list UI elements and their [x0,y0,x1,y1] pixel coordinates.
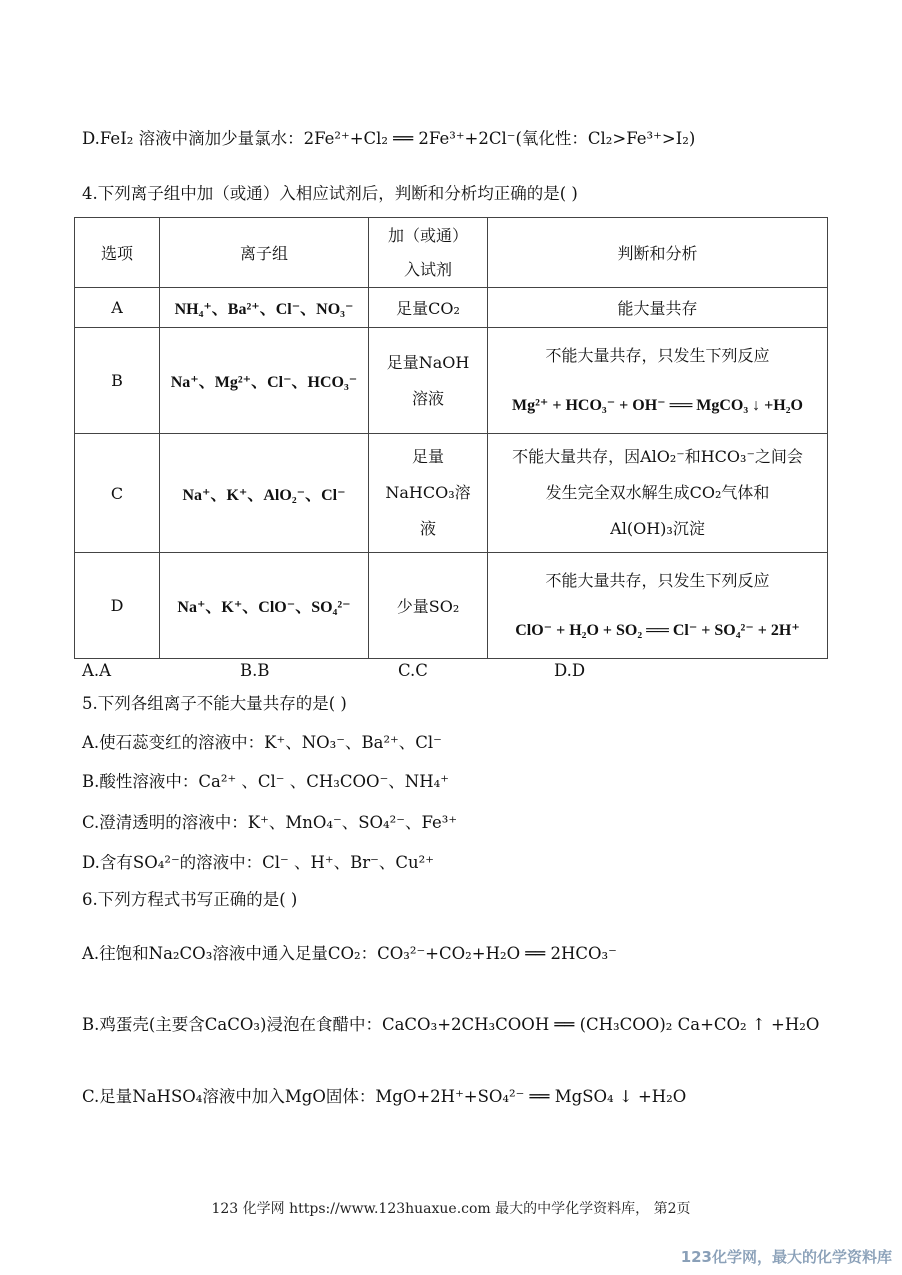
q5-option-c: C.澄清透明的溶液中：K⁺、MnO₄⁻、SO₄²⁻、Fe³⁺ [82,813,458,832]
q5-option-b: B.酸性溶液中：Ca²⁺ 、Cl⁻ 、CH₃COO⁻、NH₄⁺ [82,772,449,791]
analysis-line: 不能大量共存，只发生下列反应 [545,570,770,590]
table-row [75,553,828,659]
analysis-line: Al(OH)₃沉淀 [610,519,705,538]
ions-cell: Na⁺、Mg²⁺、Cl⁻、HCO₃⁻ [160,328,369,434]
line-d-fei2: D.FeI₂ 溶液中滴加少量氯水：2Fe²⁺+Cl₂ ══ 2Fe³⁺+2Cl⁻(氧化性：Cl₂>Fe³⁺>I₂) [82,129,696,148]
table-row [75,434,828,553]
analysis-cell [488,434,828,553]
analysis-cell: 能大量共存 [488,288,828,328]
option-cell: A [75,288,160,328]
ions-cell: Na⁺、K⁺、ClO⁻、SO₄²⁻ [160,553,369,659]
analysis-line: 不能大量共存，只发生下列反应 [545,345,770,365]
q4-option-d: D.D [554,661,586,680]
reagent-cell [369,328,488,434]
header-ions: 离子组 [160,218,369,288]
reagent-line: NaHCO₃溶 [385,483,471,502]
reagent-cell: 足量CO₂ [369,288,488,328]
reagent-line: 足量 [411,447,444,466]
q4-table [74,217,828,659]
analysis-cell [488,553,828,659]
reagent-line: 液 [419,519,436,538]
table-row [75,288,828,328]
q4-option-b: B.B [240,661,270,680]
reagent-line: 足量NaOH [386,352,470,372]
reagent-cell: 少量SO₂ [369,553,488,659]
header-analysis: 判断和分析 [488,218,828,288]
header-reagent: 加（或通） 入试剂 [369,218,488,288]
page-footer: 123 化学网 https://www.123huaxue.com 最大的中学化学资料库， 第2页 [211,1201,691,1217]
reagent-cell [369,434,488,553]
analysis-equation: ClO⁻ + H₂O + SO₂ ══ Cl⁻ + SO₄²⁻ + 2H⁺ [515,621,800,639]
q4-option-a: A.A [82,661,112,680]
q5-stem: 5.下列各组离子不能大量共存的是( ) [82,694,347,713]
analysis-line: 发生完全双水解生成CO₂气体和 [545,483,770,502]
option-cell: B [75,328,160,434]
q6-option-b: B.鸡蛋壳(主要含CaCO₃)浸泡在食醋中：CaCO₃+2CH₃COOH ══ (CH₃COO)₂ Ca+CO₂ ↑ +H₂O [82,1015,820,1034]
watermark: 123化学网，最大的化学资料库 [680,1248,892,1266]
q6-option-c: C.足量NaHSO₄溶液中加入MgO固体：MgO+2H⁺+SO₄²⁻ ══ MgSO₄ ↓ +H₂O [82,1087,687,1106]
header-option: 选项 [75,218,160,288]
ions-cell: NH₄⁺、Ba²⁺、Cl⁻、NO₃⁻ [160,288,369,328]
ions-cell: Na⁺、K⁺、AlO₂⁻、Cl⁻ [160,434,369,553]
table-row [75,328,828,434]
q6-stem: 6.下列方程式书写正确的是( ) [82,890,298,909]
option-cell: D [75,553,160,659]
q5-option-d: D.含有SO₄²⁻的溶液中：Cl⁻ 、H⁺、Br⁻、Cu²⁺ [82,853,434,872]
reagent-line: 溶液 [411,388,444,408]
analysis-cell [488,328,828,434]
option-cell: C [75,434,160,553]
table-header-row [75,218,828,288]
q4-stem: 4.下列离子组中加（或通）入相应试剂后，判断和分析均正确的是( ) [82,184,578,203]
q6-option-a: A.往饱和Na₂CO₃溶液中通入足量CO₂：CO₃²⁻+CO₂+H₂O ══ 2HCO₃⁻ [82,944,617,963]
q5-option-a: A.使石蕊变红的溶液中：K⁺、NO₃⁻、Ba²⁺、Cl⁻ [82,733,442,752]
q4-option-c: C.C [398,661,428,680]
analysis-equation: Mg²⁺ + HCO₃⁻ + OH⁻ ══ MgCO₃ ↓ +H₂O [512,396,803,414]
analysis-line: 不能大量共存，因AlO₂⁻和HCO₃⁻之间会 [512,447,803,466]
